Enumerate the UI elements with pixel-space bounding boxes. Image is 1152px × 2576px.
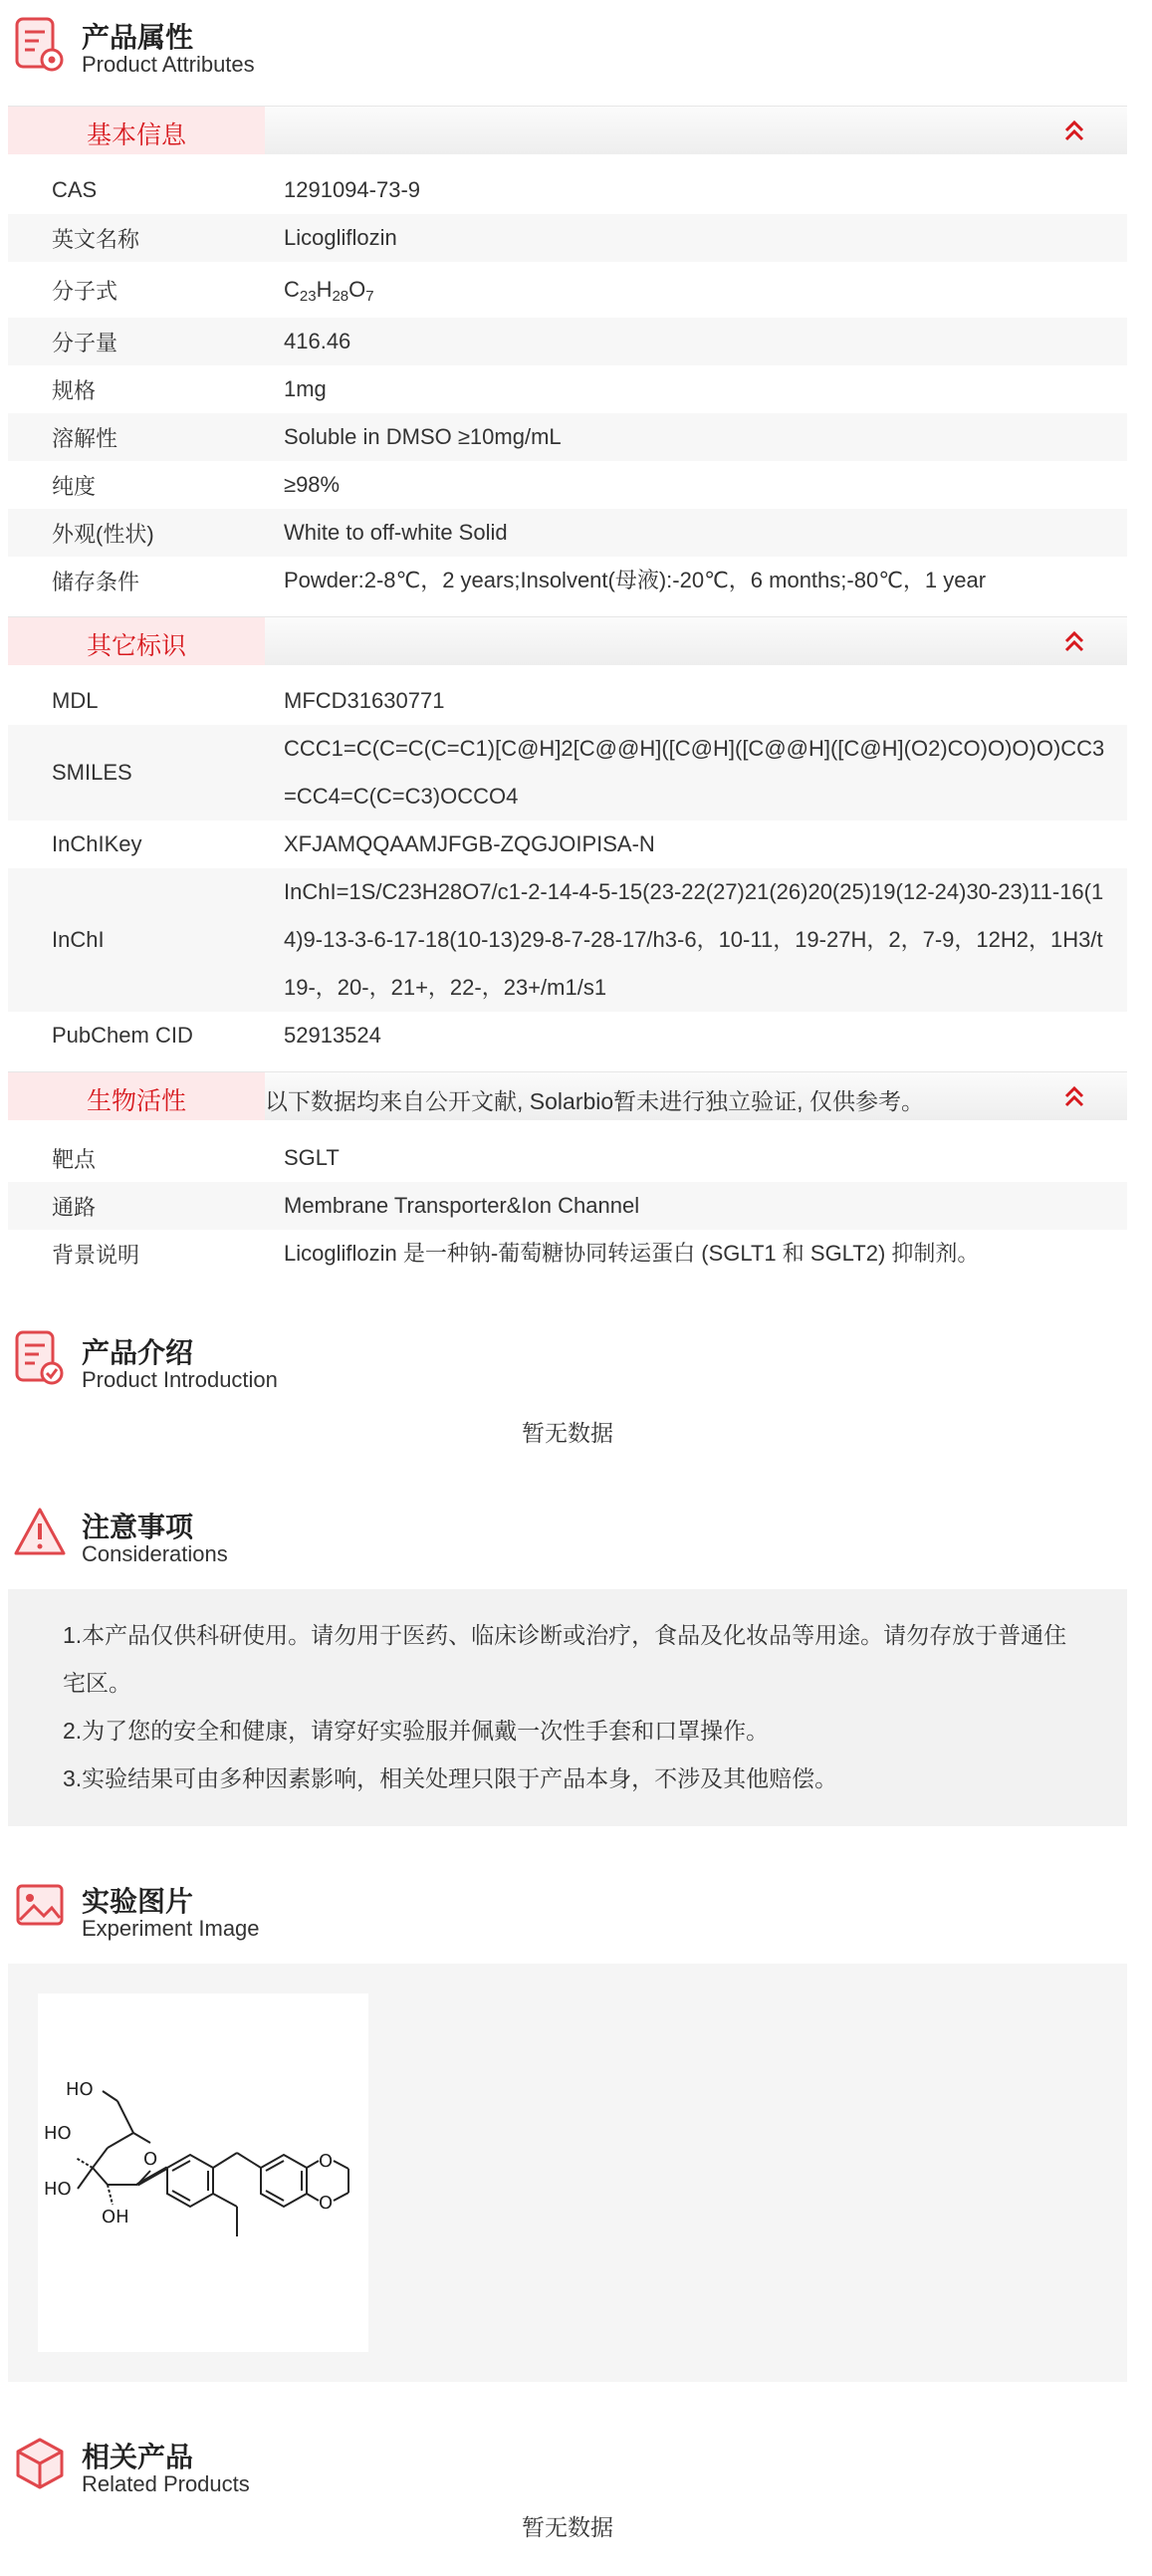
tab-bio-activity: 生物活性 <box>8 1072 265 1120</box>
row-value: Licogliflozin 是一种钠-葡萄糖协同转运蛋白 (SGLT1 和 SGLT2) 抑制剂。 <box>284 1241 980 1266</box>
row-key: 背景说明 <box>52 1242 140 1268</box>
table-row <box>8 318 1127 365</box>
document-gear-icon <box>12 14 68 78</box>
row-key: 外观(性状) <box>52 521 154 547</box>
table-row <box>8 725 1127 820</box>
attributes-heading <box>8 0 1127 100</box>
cube-icon <box>12 2432 68 2495</box>
row-value: MFCD31630771 <box>284 688 445 713</box>
label-ho-top: HO <box>66 2079 94 2100</box>
related-empty: 暂无数据 <box>522 2514 613 2540</box>
experiment-heading <box>8 1876 1127 1946</box>
row-value: 1mg <box>284 376 327 401</box>
row-value: Soluble in DMSO ≥10mg/mL <box>284 424 562 449</box>
table-row <box>8 1012 1127 1059</box>
basic-info-table <box>8 154 1127 604</box>
table-row <box>8 509 1127 557</box>
table-row <box>8 365 1127 413</box>
row-key: InChI <box>52 927 105 952</box>
introduction-title: 产品介绍 <box>82 1337 194 1368</box>
table-row <box>8 166 1127 214</box>
table-row <box>8 1182 1127 1230</box>
considerations-heading <box>8 1502 1127 1571</box>
group-bar-other-ids <box>8 616 1127 665</box>
label-diox-o1: O <box>319 2151 334 2172</box>
consideration-item: 2.为了您的安全和健康，请穿好实验服并佩戴一次性手套和口罩操作。 <box>63 1718 770 1744</box>
table-row <box>8 557 1127 604</box>
group-bar-basic-info <box>8 106 1127 154</box>
introduction-subtitle: Product Introduction <box>82 1367 278 1392</box>
row-key: 英文名称 <box>52 226 140 252</box>
considerations-subtitle: Considerations <box>82 1541 228 1566</box>
double-chevron-up-icon[interactable] <box>1061 117 1087 143</box>
row-value: InChI=1S/C23H28O7/c1-2-14-4-5-15(23-22(27)21(26)20(25)19(12-24)30-23)11-16(14)9-13-3-6-17-18(10-13)29-8-7-28-17/h3-6，10-11，19-27H，2，7-9，12H2，1H3/t19-，20-，21+，22-，23+/m1/s1 <box>284 879 1104 1000</box>
table-row <box>8 1134 1127 1182</box>
experiment-title: 实验图片 <box>82 1886 194 1917</box>
considerations-title: 注意事项 <box>82 1512 194 1542</box>
molecular-formula: $C_{23}H_{28}O_7$ <box>284 277 374 305</box>
consideration-item: 1.本产品仅供科研使用。请勿用于医药、临床诊断或治疗，食品及化妆品等用途。请勿存放于普通住宅区。 <box>63 1622 1067 1696</box>
introduction-empty: 暂无数据 <box>522 1420 613 1446</box>
label-ring-o: O <box>143 2149 158 2170</box>
attributes-subtitle: Product Attributes <box>82 52 255 77</box>
row-key: InChIKey <box>52 831 142 856</box>
label-ho-low: HO <box>44 2179 72 2200</box>
row-key: MDL <box>52 688 99 713</box>
label-ho-mid: HO <box>44 2123 72 2144</box>
table-row <box>8 868 1127 1012</box>
row-value: White to off-white Solid <box>284 520 508 545</box>
image-icon <box>12 1876 68 1940</box>
bio-disclaimer: 以下数据均来自公开文献, Solarbio暂未进行独立验证, 仅供参考。 <box>265 1088 924 1114</box>
related-heading <box>8 2432 1127 2501</box>
table-row <box>8 262 1127 318</box>
row-value: Powder:2-8℃，2 years;Insolvent(母液):-20℃，6 months;-80℃，1 year <box>284 568 987 592</box>
row-value: 52913524 <box>284 1023 381 1048</box>
experiment-image-box <box>8 1964 1127 2382</box>
row-value: SGLT <box>284 1145 340 1170</box>
consideration-item: 3.实验结果可由多种因素影响，相关处理只限于产品本身，不涉及其他赔偿。 <box>63 1765 838 1791</box>
table-row <box>8 461 1127 509</box>
label-diox-o2: O <box>319 2193 334 2214</box>
table-row <box>8 413 1127 461</box>
row-key: 溶解性 <box>52 425 118 451</box>
tab-basic-info: 基本信息 <box>8 107 265 154</box>
tab-other-ids: 其它标识 <box>8 617 265 665</box>
row-key: 通路 <box>52 1194 97 1220</box>
considerations-box <box>8 1589 1127 1826</box>
row-key: SMILES <box>52 760 132 785</box>
label-oh: OH <box>102 2207 129 2227</box>
related-subtitle: Related Products <box>82 2471 250 2496</box>
table-row <box>8 1230 1127 1278</box>
row-value: Membrane Transporter&Ion Channel <box>284 1193 640 1218</box>
chemical-structure <box>38 1993 368 2352</box>
row-value: ≥98% <box>284 472 341 497</box>
introduction-heading <box>8 1327 1127 1397</box>
row-key: 分子量 <box>52 330 118 355</box>
document-check-icon <box>12 1327 68 1391</box>
row-key: 规格 <box>52 377 97 403</box>
related-title: 相关产品 <box>82 2442 194 2472</box>
bio-activity-table <box>8 1120 1127 1278</box>
row-key: 储存条件 <box>52 569 140 594</box>
table-row <box>8 214 1127 262</box>
table-row <box>8 820 1127 868</box>
row-key: PubChem CID <box>52 1023 193 1048</box>
row-value: Licogliflozin <box>284 225 397 250</box>
row-value: CCC1=C(C=C(C=C1)[C@H]2[C@@H]([C@H]([C@@H]([C@H](O2)CO)O)O)O)CC3=CC4=C(C=C3)OCCO4 <box>284 736 1105 809</box>
double-chevron-up-icon[interactable] <box>1061 1083 1087 1109</box>
double-chevron-up-icon[interactable] <box>1061 628 1087 654</box>
row-value: XFJAMQQAAMJFGB-ZQGJOIPISA-N <box>284 831 655 856</box>
experiment-subtitle: Experiment Image <box>82 1916 260 1941</box>
row-key: 纯度 <box>52 473 97 499</box>
row-key: CAS <box>52 177 98 202</box>
row-value: 416.46 <box>284 329 351 353</box>
warning-triangle-icon <box>12 1502 68 1565</box>
other-ids-table <box>8 665 1127 1059</box>
row-key: 靶点 <box>52 1146 97 1172</box>
page-content <box>8 0 1127 2542</box>
group-bar-bio-activity <box>8 1071 1127 1120</box>
table-row <box>8 677 1127 725</box>
row-key: 分子式 <box>52 278 118 304</box>
attributes-title: 产品属性 <box>82 22 194 53</box>
row-value: 1291094-73-9 <box>284 177 421 202</box>
structure-image[interactable] <box>38 1993 368 2352</box>
